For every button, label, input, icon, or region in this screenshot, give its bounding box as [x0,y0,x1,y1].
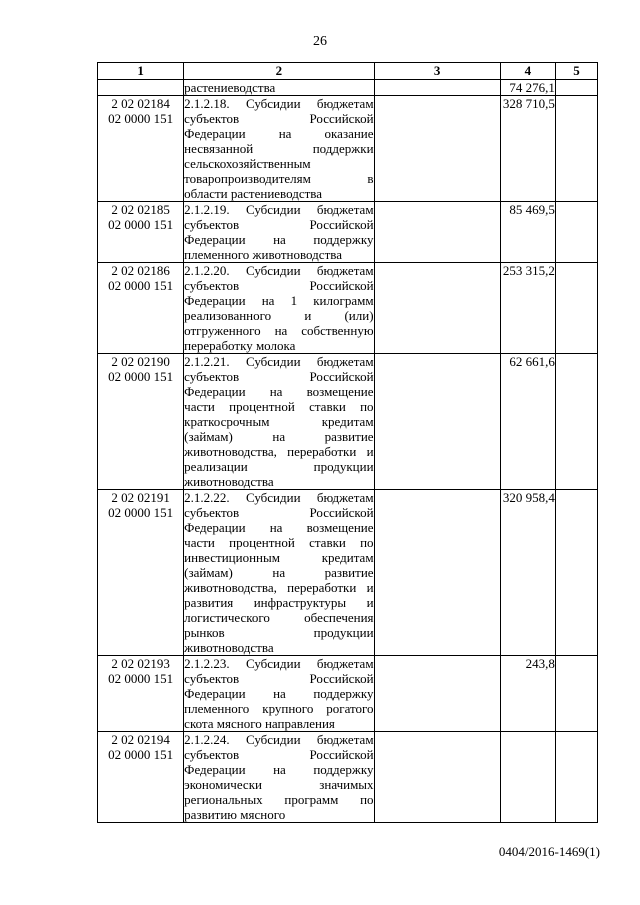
description-line: 2.1.2.23. Субсидии бюджетам [184,656,374,671]
description-line: племенного животноводства [184,247,342,262]
column-5-cell [555,263,597,354]
description-line: переработку молока [184,338,296,353]
table-row [98,656,598,732]
description-line: Федерации на оказание [184,126,374,141]
description-line: 2.1.2.21. Субсидии бюджетам [184,354,374,369]
description-line: субъектов Российской [184,217,374,232]
description-line: Федерации на возмещение [184,520,374,535]
column-3-cell [374,202,500,263]
column-3-cell [374,96,500,202]
budget-code-line: 2 02 02186 [111,263,170,278]
description-line: товаропроизводителям в [184,171,374,186]
description-cell [184,96,374,202]
description-line: животноводства, переработки и [184,444,374,459]
column-5-cell [555,96,597,202]
budget-code-cell [98,732,184,823]
description-line: 2.1.2.18. Субсидии бюджетам [184,96,374,111]
column-header-5: 5 [555,63,597,80]
description-cell [184,263,374,354]
column-header-2: 2 [184,63,374,80]
description-line: животноводства [184,640,274,655]
description-line: (займам) на развитие [184,565,374,580]
column-header-1: 1 [98,63,184,80]
description-line: части процентной ставки по [184,535,374,550]
description-line: экономически значимых [184,777,374,792]
table-row [98,263,598,354]
budget-code-cell [98,490,184,656]
table-body [98,80,598,823]
column-5-cell [555,80,597,96]
budget-code-cell [98,202,184,263]
budget-table [97,62,598,823]
description-line: региональных программ по [184,792,374,807]
column-3-cell [374,732,500,823]
description-line: Федерации на 1 килограмм [184,293,374,308]
header-row [98,63,598,80]
column-header-4: 4 [500,63,555,80]
description-line: растениеводства [184,80,276,95]
description-cell [184,490,374,656]
budget-code-line: 2 02 02191 [111,490,170,505]
amount-cell: 328 710,5 [500,96,555,202]
description-line: части процентной ставки по [184,399,374,414]
amount-cell: 320 958,4 [500,490,555,656]
description-line: отгруженного на собственную [184,323,374,338]
description-line: субъектов Российской [184,671,374,686]
description-line: развития инфраструктуры и [184,595,374,610]
amount-cell: 62 661,6 [500,354,555,490]
description-line: 2.1.2.24. Субсидии бюджетам [184,732,374,747]
document-number: 0404/2016-1469(1) [498,844,600,859]
amount-cell: 243,8 [500,656,555,732]
page-number: 26 [313,34,327,49]
budget-code-line: 02 0000 151 [108,747,174,762]
budget-code-cell [98,354,184,490]
description-cell [184,656,374,732]
budget-code-line: 02 0000 151 [108,505,174,520]
description-line: реализации продукции [184,459,374,474]
description-cell [184,354,374,490]
budget-code-line: 02 0000 151 [108,369,174,384]
budget-code-line: 02 0000 151 [108,278,174,293]
budget-code-line: 02 0000 151 [108,217,174,232]
description-line: Федерации на поддержку [184,762,374,777]
description-line: Федерации на возмещение [184,384,374,399]
description-line: животноводства [184,474,274,489]
description-line: субъектов Российской [184,278,374,293]
column-5-cell [555,656,597,732]
description-cell [184,732,374,823]
description-line: развитию мясного [184,807,286,822]
description-line: племенного крупного рогатого [184,701,374,716]
description-line: области растениеводства [184,186,323,201]
budget-code-line: 2 02 02193 [111,656,170,671]
budget-code-cell [98,263,184,354]
budget-code-line: 02 0000 151 [108,111,174,126]
budget-code-line: 2 02 02185 [111,202,170,217]
description-line: реализованного и (или) [184,308,374,323]
table-row [98,80,598,96]
column-5-cell [555,732,597,823]
column-3-cell [374,263,500,354]
budget-code-cell [98,96,184,202]
description-line: субъектов Российской [184,747,374,762]
table-row [98,732,598,823]
description-line: рынков продукции [184,625,374,640]
budget-code-cell [98,80,184,96]
budget-code-line: 02 0000 151 [108,671,174,686]
budget-code-line: 2 02 02194 [111,732,170,747]
description-line: Федерации на поддержку [184,232,374,247]
column-3-cell [374,490,500,656]
description-line: краткосрочным кредитам [184,414,374,429]
description-line: 2.1.2.20. Субсидии бюджетам [184,263,374,278]
description-line: субъектов Российской [184,111,374,126]
column-3-cell [374,80,500,96]
budget-code-line: 2 02 02190 [111,354,170,369]
amount-cell [500,732,555,823]
table-row [98,96,598,202]
description-line: 2.1.2.22. Субсидии бюджетам [184,490,374,505]
table-row [98,202,598,263]
column-5-cell [555,202,597,263]
description-line: (займам) на развитие [184,429,374,444]
description-line: скота мясного направления [184,716,335,731]
description-line: логистического обеспечения [184,610,374,625]
column-5-cell [555,354,597,490]
description-line: сельскохозяйственным [184,156,311,171]
description-line: Федерации на поддержку [184,686,374,701]
amount-cell: 253 315,2 [500,263,555,354]
description-cell [184,202,374,263]
budget-code-line: 2 02 02184 [111,96,170,111]
column-5-cell [555,490,597,656]
amount-cell: 74 276,1 [500,80,555,96]
table-row [98,490,598,656]
description-line: субъектов Российской [184,505,374,520]
description-line: 2.1.2.19. Субсидии бюджетам [184,202,374,217]
table-row [98,354,598,490]
column-header-3: 3 [374,63,500,80]
column-3-cell [374,656,500,732]
description-line: несвязанной поддержки [184,141,374,156]
amount-cell: 85 469,5 [500,202,555,263]
description-line: инвестиционным кредитам [184,550,374,565]
description-line: субъектов Российской [184,369,374,384]
description-line: животноводства, переработки и [184,580,374,595]
description-cell [184,80,374,96]
budget-code-cell [98,656,184,732]
column-3-cell [374,354,500,490]
